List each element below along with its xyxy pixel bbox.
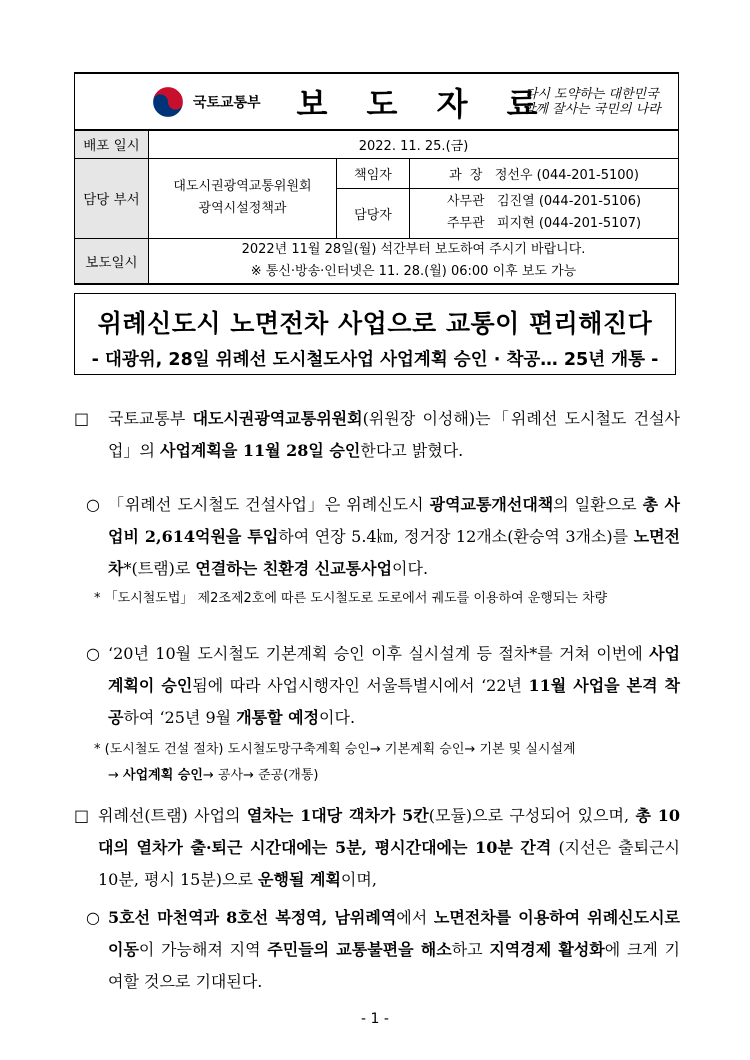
p1-text-b: 대도시권광역교통위원회 <box>192 409 363 428</box>
paragraph-1 <box>74 403 680 467</box>
p5-text-h: 에 크게 기여할 것으로 기대된다. <box>108 940 681 991</box>
p3-text-a: ‘20년 10월 도시철도 기본계획 승인 이후 실시설계 등 절차*를 거쳐 이번에 <box>108 644 650 663</box>
circle-bullet-icon: ○ <box>86 644 100 663</box>
square-bullet-icon: □ <box>74 409 90 428</box>
distribution-label: 배포 일시 <box>75 130 149 158</box>
p4-text-d: 총 10대의 열차가 출·퇴근 시간대에는 5분, 평시간대에는 10분 간격 <box>98 806 681 857</box>
paragraph-3 <box>86 638 680 734</box>
headline: 위례신도시 노면전차 사업으로 교통이 편리해진다 <box>97 309 653 338</box>
p3-text-f: 개통할 예정 <box>236 708 320 727</box>
p1-text-d: 사업계획을 11월 28일 승인 <box>160 441 361 460</box>
p5-text-g: 지역경제 활성화 <box>489 940 605 959</box>
headline-box <box>74 293 676 375</box>
press-title-cell <box>296 73 552 130</box>
circle-bullet-icon: ○ <box>86 495 100 514</box>
p5-text-c: 노면전차를 이용하여 위례신도시로 이동 <box>108 908 680 959</box>
p1-text-a: 국토교통부 <box>108 409 193 428</box>
ministry-name: 국토교통부 <box>192 94 261 111</box>
p4-text-e: (지선은 출퇴근시 10분, 평시 15분)으로 <box>98 838 680 889</box>
p1-text-e: 한다고 밝혔다. <box>360 441 464 460</box>
footnote-1: * 「도시철도법」 제2조제2호에 따른 도시철도로 도로에서 궤도를 이용하여 운행되는 차량 <box>94 591 608 606</box>
slogan-line-1: 다시 도약하는 대한민국 <box>524 86 659 102</box>
slogan-line-2: 함께 잘사는 국민의 나라 <box>522 101 661 117</box>
paragraph-2 <box>86 489 680 585</box>
p5-text-e: 주민들의 교통불편을 해소 <box>267 940 452 959</box>
p2-text-e: 하여 연장 5.4㎞, 정거장 12개소(환승역 3개소)를 <box>278 527 634 546</box>
p1-text-c: (위원장 이성해)는「위례선 도시철도 건설사업」의 <box>108 409 680 460</box>
p4-text-g: 이며, <box>340 870 377 889</box>
circle-bullet-icon: ○ <box>86 908 100 927</box>
p2-text-h: 연결하는 친환경 신교통사업 <box>195 559 393 578</box>
release-line-2: ※ 통신·방송·인터넷은 11. 28.(월) 06:00 이후 보도 가능 <box>250 263 577 279</box>
fn2-text-d: → 공사→ 준공(개통) <box>202 768 319 783</box>
p4-text-b: 열차는 1대당 객차가 5칸 <box>246 806 429 825</box>
p3-text-e: 하여 ‘25년 9월 <box>123 708 237 727</box>
p4-text-c: (모듈)으로 구성되어 있으며, <box>428 806 636 825</box>
p5-text-f: 하고 <box>451 940 490 959</box>
footnote-2 <box>94 737 684 789</box>
paragraph-4 <box>74 800 680 896</box>
p2-text-f: 노면전차 <box>108 527 680 578</box>
manager-line-2: 주무관 피지현 (044-201-5107) <box>446 216 642 231</box>
p4-text-f: 운행될 계획 <box>258 870 341 889</box>
p2-text-i: 이다. <box>392 559 429 578</box>
release-cell <box>149 238 679 284</box>
p3-text-d: 11월 사업을 본격 착공 <box>108 676 680 727</box>
p2-text-a: 「위례선 도시철도 건설사업」은 위례신도시 <box>108 495 430 514</box>
fn2-text-a: * (도시철도 건설 절차) 도시철도망구축계획 승인→ 기본계획 승인→ 기본 및 실시설계 <box>94 742 576 757</box>
p5-text-b: 에서 <box>396 908 434 927</box>
p2-text-b: 광역교통개선대책 <box>429 495 554 514</box>
p2-text-g: *(트램)로 <box>123 559 196 578</box>
release-line-1: 2022년 11월 28일(월) 석간부터 보도하여 주시기 바랍니다. <box>241 241 586 257</box>
manager-cell <box>410 188 679 238</box>
department-line-1: 대도시권광역교통위원회 <box>173 179 312 194</box>
fn2-text-c: 사업계획 승인 <box>123 768 203 783</box>
p2-text-d: 총 사업비 2,614억원을 투입 <box>108 495 680 546</box>
p5-text-d: 이 가능해져 지역 <box>138 940 268 959</box>
p5-text-a: 5호선 마천역과 8호선 복정역, 남위례역 <box>108 908 397 927</box>
p3-text-c: 됨에 따라 사업시행자인 서울특별시에서 ‘22년 <box>192 676 529 695</box>
responsible-label: 책임자 <box>337 158 410 188</box>
release-label: 보도일시 <box>75 238 149 284</box>
square-bullet-icon: □ <box>74 806 90 825</box>
taegeuk-emblem-icon <box>151 85 185 119</box>
press-release-title: 보 도 자 료 <box>296 84 552 123</box>
press-header-table <box>74 72 679 285</box>
sub-headline: - 대광위, 28일 위례선 도시철도사업 사업계획 승인 · 착공… 25년 개통 - <box>91 350 659 370</box>
page-number: - 1 - <box>361 1011 389 1027</box>
manager-label: 담당자 <box>337 188 410 238</box>
department-cell <box>149 158 337 238</box>
responsible-value: 과 장 정선우 (044-201-5100) <box>410 158 679 188</box>
p2-text-c: 의 일환으로 <box>553 495 643 514</box>
p3-text-g: 이다. <box>319 708 356 727</box>
manager-line-1: 사무관 김진열 (044-201-5106) <box>446 194 642 209</box>
department-line-2: 광역시설정책과 <box>198 201 287 216</box>
distribution-date: 2022. 11. 25.(금) <box>149 130 679 158</box>
paragraph-5 <box>86 902 680 998</box>
fn2-text-b: → <box>108 768 124 783</box>
p4-text-a: 위례선(트램) 사업의 <box>98 806 247 825</box>
department-label: 담당 부서 <box>75 158 149 238</box>
p3-text-b: 사업계획이 승인 <box>108 644 680 695</box>
